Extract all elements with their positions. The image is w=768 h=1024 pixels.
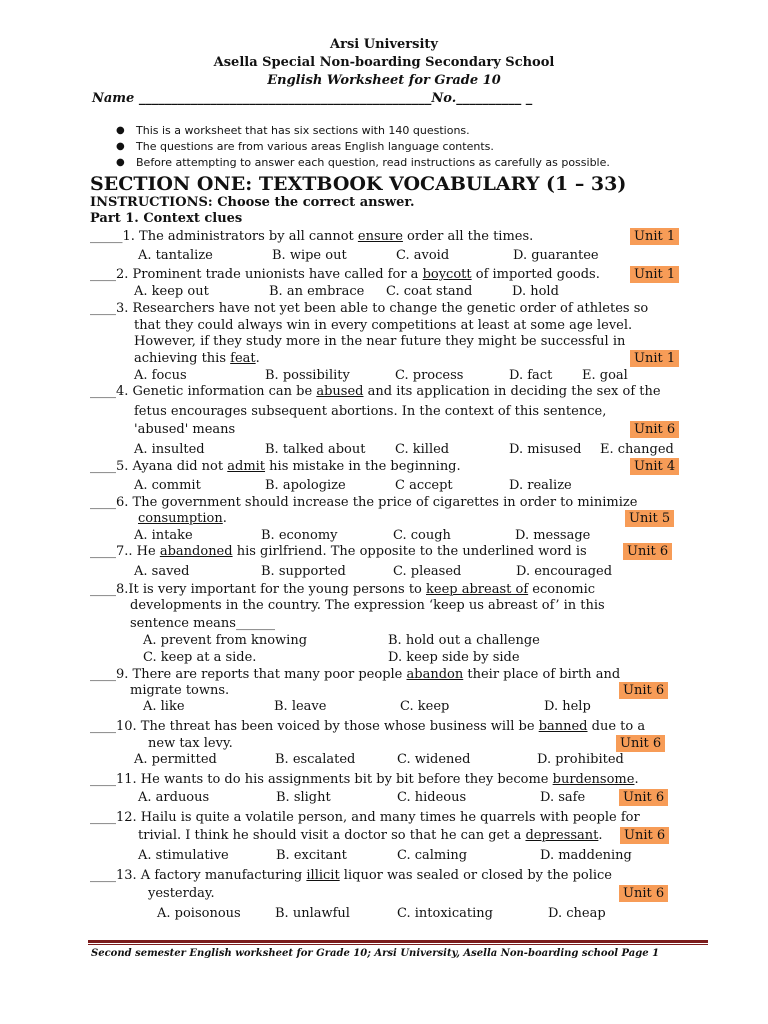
question-3-line: However, if they study more in the near future they might be successful in — [134, 334, 626, 349]
unit-tag: Unit 6 — [620, 827, 669, 844]
question-5: ____5. Ayana did not admit his mistake in the beginning. — [90, 459, 461, 474]
option[interactable]: C. avoid — [396, 248, 450, 263]
question-1: _____1. The administrators by all cannot ensure order all the times. — [90, 229, 534, 244]
name-label: Name — [92, 91, 135, 106]
option[interactable]: C. process — [395, 368, 464, 383]
option[interactable]: A. poisonous — [157, 906, 241, 921]
option[interactable]: E. goal — [582, 368, 628, 383]
option[interactable]: C. killed — [395, 442, 450, 457]
question-6: ____6. The government should increase the price of cigarettes in order to minimize — [90, 495, 638, 510]
question-10: ____10. The threat has been voiced by those whose business will be banned due to a — [90, 719, 646, 734]
question-4-line: 'abused' means — [134, 422, 236, 437]
option[interactable]: E. changed — [600, 442, 674, 457]
option[interactable]: C. intoxicating — [397, 906, 493, 921]
option[interactable]: C. keep at a side. — [143, 650, 257, 665]
unit-tag: Unit 4 — [630, 458, 679, 475]
option[interactable]: B. wipe out — [272, 248, 347, 263]
question-4-line: fetus encourages subsequent abortions. In the context of this sentence, — [134, 404, 607, 419]
key-word: keep abreast of — [426, 582, 529, 597]
unit-tag: Unit 6 — [630, 421, 679, 438]
option[interactable]: A. tantalize — [138, 248, 213, 263]
unit-tag: Unit 1 — [630, 228, 679, 245]
unit-tag: Unit 6 — [616, 735, 665, 752]
option[interactable]: C. calming — [397, 848, 468, 863]
key-word: depressant — [525, 828, 599, 843]
question-6-line: consumption. — [138, 511, 227, 526]
question-3: ____3. Researchers have not yet been able to change the genetic order of athletes so — [90, 301, 649, 316]
question-8-line: sentence means______ — [130, 616, 275, 631]
option[interactable]: C accept — [395, 478, 453, 493]
question-7: ____7.. He abandoned his girlfriend. The opposite to the underlined word is — [90, 544, 587, 559]
option[interactable]: C. pleased — [393, 564, 462, 579]
option[interactable]: B. supported — [261, 564, 346, 579]
unit-tag: Unit 6 — [619, 682, 668, 699]
key-word: consumption — [138, 511, 223, 526]
option[interactable]: A. insulted — [134, 442, 205, 457]
question-3-line: achieving this feat. — [134, 351, 260, 366]
university-title: Arsi University — [330, 37, 438, 52]
question-9-line: migrate towns. — [130, 683, 230, 698]
option[interactable]: B. leave — [274, 699, 327, 714]
part-title: Part 1. Context clues — [90, 211, 243, 226]
option[interactable]: C. cough — [393, 528, 451, 543]
unit-tag: Unit 6 — [623, 543, 672, 560]
option[interactable]: D. encouraged — [516, 564, 613, 579]
question-10-line: new tax levy. — [148, 736, 233, 751]
option[interactable]: D. cheap — [548, 906, 606, 921]
option[interactable]: C. hideous — [397, 790, 467, 805]
unit-tag: Unit 1 — [630, 350, 679, 367]
page-footer: Second semester English worksheet for Grade 10; Arsi University, Asella Non-boarding school Page 1 — [91, 948, 660, 959]
option[interactable]: D. misused — [509, 442, 582, 457]
option[interactable]: D. prohibited — [537, 752, 624, 767]
name-line — [92, 91, 532, 107]
option[interactable]: A. like — [143, 699, 185, 714]
intro-bullet: Before attempting to answer each question, read instructions as carefully as possible. — [136, 156, 610, 169]
option[interactable]: B. escalated — [275, 752, 356, 767]
option[interactable]: A. saved — [134, 564, 190, 579]
question-4: ____4. Genetic information can be abused and its application in deciding the sex of the — [90, 384, 661, 399]
question-13-line: yesterday. — [148, 886, 215, 901]
key-word: burdensome — [552, 772, 635, 787]
footer-rule-thin — [88, 944, 708, 945]
intro-bullet: The questions are from various areas English language contents. — [136, 140, 494, 153]
question-11: ____11. He wants to do his assignments bit by bit before they become burdensome. — [90, 772, 639, 787]
option[interactable]: D. guarantee — [513, 248, 599, 263]
key-word: feat — [230, 351, 256, 366]
option[interactable]: A. commit — [134, 478, 201, 493]
option[interactable]: D. message — [515, 528, 591, 543]
key-word: illicit — [306, 868, 340, 883]
option[interactable]: B. apologize — [265, 478, 346, 493]
question-12-line: trivial. I think he should visit a doctor so that he can get a depressant. — [138, 828, 603, 843]
option[interactable]: B. possibility — [265, 368, 350, 383]
intro-bullet: This is a worksheet that has six sections with 140 questions. — [136, 124, 470, 137]
option[interactable]: A. focus — [134, 368, 187, 383]
option[interactable]: D. maddening — [540, 848, 632, 863]
unit-tag: Unit 1 — [630, 266, 679, 283]
option[interactable]: C. widened — [397, 752, 471, 767]
option[interactable]: B. unlawful — [275, 906, 350, 921]
key-word: admit — [227, 459, 266, 474]
option[interactable]: D. fact — [509, 368, 553, 383]
option[interactable]: B. economy — [261, 528, 338, 543]
bullet-icon: ● — [116, 141, 125, 152]
unit-tag: Unit 6 — [619, 885, 668, 902]
option[interactable]: B. talked about — [265, 442, 366, 457]
question-9: ____9. There are reports that many poor people abandon their place of birth and — [90, 667, 621, 682]
key-word: abandon — [406, 667, 464, 682]
option[interactable]: A. arduous — [138, 790, 210, 805]
option[interactable]: D. keep side by side — [388, 650, 520, 665]
option[interactable]: B. hold out a challenge — [388, 633, 540, 648]
option[interactable]: B. an embrace — [269, 284, 365, 299]
option[interactable]: A. intake — [134, 528, 193, 543]
option[interactable]: A. keep out — [134, 284, 209, 299]
unit-tag: Unit 5 — [625, 510, 674, 527]
key-word: abused — [316, 384, 364, 399]
question-12: ____12. Hailu is quite a volatile person, and many times he quarrels with people for — [90, 810, 640, 825]
question-13: ____13. A factory manufacturing illicit liquor was sealed or closed by the police — [90, 868, 613, 883]
option[interactable]: D. help — [544, 699, 591, 714]
option[interactable]: C. keep — [400, 699, 450, 714]
worksheet-subtitle: English Worksheet for Grade 10 — [267, 73, 501, 88]
bullet-icon: ● — [116, 157, 125, 168]
school-title: Asella Special Non-boarding Secondary School — [213, 55, 555, 70]
bullet-icon: ● — [116, 125, 125, 136]
option[interactable]: D. realize — [509, 478, 572, 493]
option[interactable]: C. coat stand — [386, 284, 473, 299]
name-blank: _____________________________________________ — [138, 91, 432, 106]
question-8: ____8.It is very important for the young persons to keep abreast of economic — [90, 582, 596, 597]
option[interactable]: D. hold — [512, 284, 559, 299]
key-word: banned — [538, 719, 588, 734]
key-word: boycott — [422, 267, 472, 282]
option[interactable]: A. stimulative — [138, 848, 229, 863]
no-blank: __________ _ — [456, 91, 533, 106]
option[interactable]: B. slight — [276, 790, 331, 805]
instructions: INSTRUCTIONS: Choose the correct answer. — [90, 195, 415, 210]
key-word: ensure — [357, 229, 403, 244]
option[interactable]: A. prevent from knowing — [143, 633, 308, 648]
section-title: SECTION ONE: TEXTBOOK VOCABULARY (1 – 33) — [90, 173, 627, 195]
no-label: No. — [431, 91, 457, 106]
key-word: abandoned — [159, 544, 233, 559]
footer-rule — [88, 940, 708, 943]
question-2: ____2. Prominent trade unionists have called for a boycott of imported goods. — [90, 267, 600, 282]
question-3-line: that they could always win in every competitions at least at some age level. — [134, 318, 633, 333]
option[interactable]: B. excitant — [276, 848, 347, 863]
question-8-line: developments in the country. The expression ‘keep us abreast of’ in this — [130, 598, 605, 613]
option[interactable]: D. safe — [540, 790, 586, 805]
option[interactable]: A. permitted — [134, 752, 217, 767]
unit-tag: Unit 6 — [619, 789, 668, 806]
